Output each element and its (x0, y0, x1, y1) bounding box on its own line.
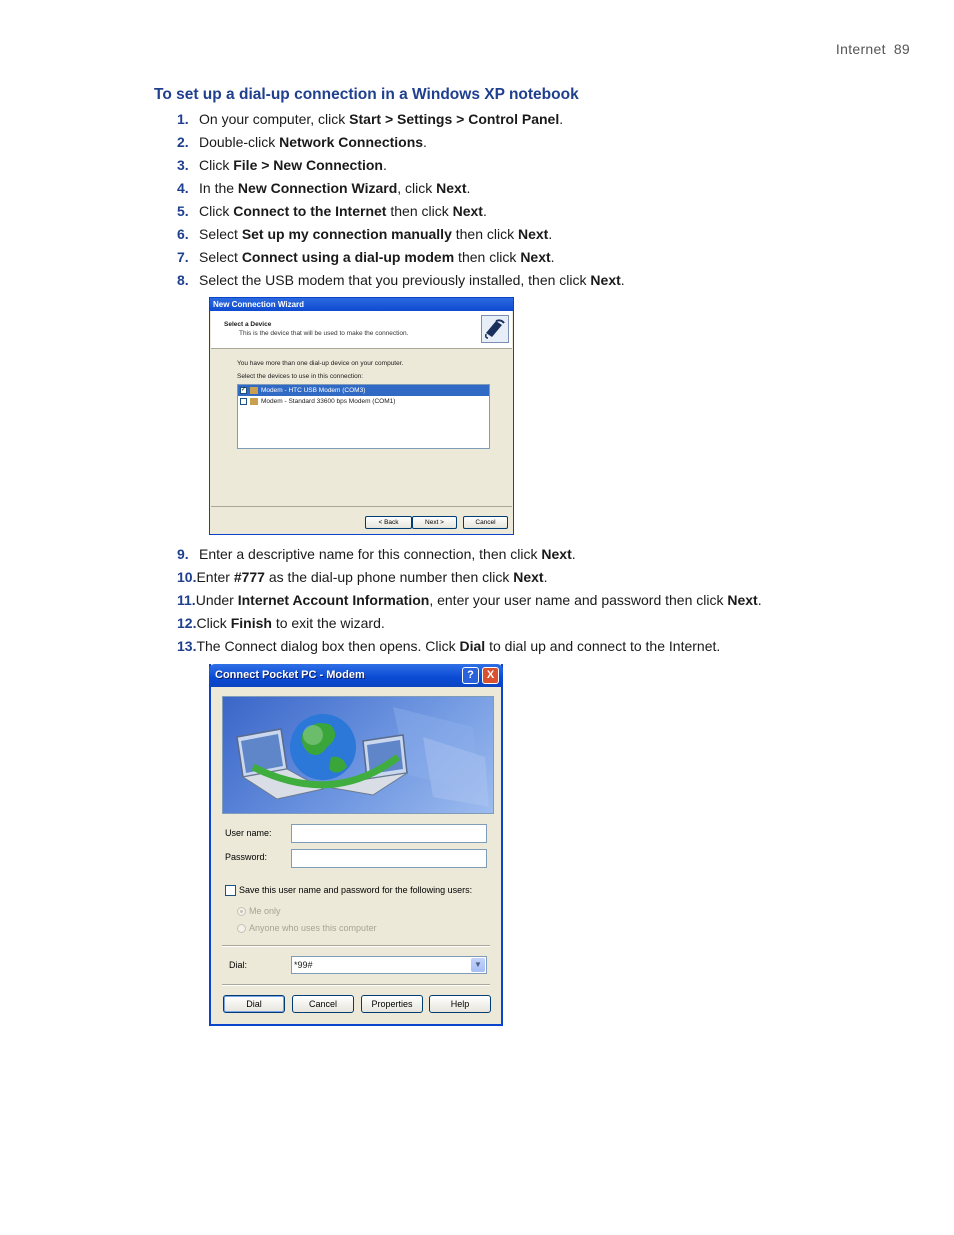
save-credentials-option[interactable] (225, 885, 472, 896)
connect-dialog (209, 664, 503, 1026)
step-number: 10. (177, 569, 197, 585)
device-label: Modem - Standard 33600 bps Modem (COM1) (261, 398, 396, 405)
username-label: User name: (225, 828, 272, 838)
step-text: Click (196, 615, 231, 631)
step-text: Double-click (199, 134, 280, 150)
step-number: 8. (177, 272, 189, 288)
phone-icon (481, 315, 509, 343)
step-number: 2. (177, 134, 189, 150)
save-credentials-label: Save this user name and password for the following users: (239, 885, 473, 895)
step-bold: Internet Account Information (237, 592, 430, 608)
step-bold: Network Connections (279, 134, 424, 150)
step-text: . (543, 569, 548, 585)
step-bold: Next (727, 592, 758, 608)
new-connection-wizard (209, 297, 514, 535)
step-item (177, 637, 877, 660)
step-text: . (757, 592, 762, 608)
wizard-prompt-1: You have more than one dial-up device on your computer. (237, 360, 404, 367)
step-number: 3. (177, 157, 189, 173)
step-item (177, 271, 877, 294)
help-button[interactable]: Help (429, 995, 491, 1013)
step-item (177, 545, 877, 568)
step-number: 13. (177, 638, 197, 654)
wizard-subheading: This is the device that will be used to make the connection. (239, 330, 409, 337)
procedure-title: To set up a dial-up connection in a Windows XP notebook (154, 86, 579, 103)
device-label: Modem - HTC USB Modem (COM3) (261, 387, 366, 394)
step-bold: Next (436, 180, 467, 196)
steps-list-b (177, 545, 877, 660)
step-number: 7. (177, 249, 189, 265)
step-text: . (423, 134, 427, 150)
step-text: then click (454, 249, 521, 265)
step-text: , click (397, 180, 437, 196)
step-bold: File > New Connection (233, 157, 383, 173)
step-text: to dial up and connect to the Internet. (485, 638, 721, 654)
step-item (177, 202, 877, 225)
step-bold: Next (541, 546, 572, 562)
step-text: Enter (196, 569, 234, 585)
step-bold: Next (590, 272, 621, 288)
dial-button[interactable]: Dial (223, 995, 285, 1013)
wizard-separator (211, 506, 512, 507)
step-bold: Set up my connection manually (241, 226, 452, 242)
step-text: . (559, 111, 564, 127)
username-input[interactable] (291, 824, 487, 843)
wizard-heading: Select a Device (224, 321, 272, 328)
step-text: as the dial-up phone number then click (264, 569, 514, 585)
connection-banner (222, 696, 494, 814)
wizard-prompt-2: Select the devices to use in this connection: (237, 373, 364, 380)
step-text: Enter a descriptive name for this connection, then click (199, 546, 542, 562)
device-checkbox[interactable]: ✓ (241, 386, 247, 393)
step-text: . (466, 180, 471, 196)
wizard-header (211, 311, 512, 349)
step-text: Select (199, 249, 242, 265)
step-number: 11. (177, 592, 196, 608)
step-number: 9. (177, 546, 189, 562)
password-label: Password: (225, 852, 268, 862)
step-bold: Connect to the Internet (233, 203, 387, 219)
me-only-radio (237, 907, 246, 916)
step-text: . (620, 272, 625, 288)
step-text: . (550, 249, 555, 265)
step-text: In the (199, 180, 238, 196)
step-bold: #777 (233, 569, 265, 585)
anyone-label: Anyone who uses this computer (249, 923, 377, 933)
cancel-button[interactable]: Cancel (463, 516, 508, 529)
step-bold: Dial (459, 638, 486, 654)
step-text: . (482, 203, 487, 219)
anyone-radio (237, 924, 246, 933)
back-button[interactable]: < Back (365, 516, 412, 529)
password-input[interactable] (291, 849, 487, 868)
step-number: 12. (177, 615, 197, 631)
page-number: 89 (893, 41, 910, 57)
step-bold: Next (452, 203, 483, 219)
device-checkbox[interactable] (240, 398, 247, 405)
divider (222, 984, 490, 986)
properties-button[interactable]: Properties (361, 995, 423, 1013)
wizard-titlebar: New Connection Wizard (210, 298, 513, 311)
step-text: The Connect dialog box then opens. Click (196, 638, 460, 654)
step-bold: Next (518, 226, 549, 242)
step-text: Click (199, 157, 234, 173)
step-bold: Start > Settings > Control Panel (349, 111, 560, 127)
step-item (177, 225, 877, 248)
anyone-option (237, 923, 377, 933)
step-number: 4. (177, 180, 189, 196)
modem-icon (250, 398, 258, 405)
step-item (177, 591, 877, 614)
step-bold: New Connection Wizard (237, 180, 398, 196)
me-only-label: Me only (249, 906, 281, 916)
step-bold: Next (513, 569, 544, 585)
step-number: 6. (177, 226, 189, 242)
step-item (177, 179, 877, 202)
step-item (177, 614, 877, 637)
step-text: to exit the wizard. (271, 615, 385, 631)
next-button[interactable]: Next > (412, 516, 457, 529)
dial-number-select[interactable] (291, 956, 487, 974)
steps-list-a (177, 110, 877, 294)
modem-icon (250, 387, 258, 394)
step-text: then click (386, 203, 453, 219)
step-text: . (571, 546, 576, 562)
step-text: Under (195, 592, 238, 608)
me-only-option (237, 906, 281, 916)
dialog-titlebar (209, 664, 503, 687)
device-item[interactable] (238, 385, 489, 396)
cancel-button[interactable]: Cancel (292, 995, 354, 1013)
step-bold: Connect using a dial-up modem (241, 249, 455, 265)
chevron-down-icon[interactable]: ▼ (471, 958, 485, 972)
step-item (177, 156, 877, 179)
step-text: then click (451, 226, 518, 242)
step-number: 5. (177, 203, 189, 219)
dial-label: Dial: (229, 960, 248, 970)
close-icon[interactable]: X (482, 667, 499, 684)
step-text: . (548, 226, 553, 242)
running-header (836, 41, 910, 57)
step-bold: Finish (230, 615, 272, 631)
step-text: Select the USB modem that you previously installed, then click (199, 272, 591, 288)
step-text: , enter your user name and password then click (429, 592, 728, 608)
step-text: Click (199, 203, 234, 219)
step-bold: Next (520, 249, 551, 265)
step-text: . (382, 157, 387, 173)
dial-number-value: *99# (294, 960, 313, 970)
step-item (177, 110, 877, 133)
save-credentials-checkbox[interactable] (225, 885, 236, 896)
step-item (177, 248, 877, 271)
help-icon[interactable]: ? (462, 667, 479, 684)
step-item (177, 568, 877, 591)
divider (222, 945, 490, 947)
step-text: On your computer, click (199, 111, 350, 127)
step-number: 1. (177, 111, 189, 127)
device-item[interactable] (238, 396, 489, 407)
step-item (177, 133, 877, 156)
dialog-title: Connect Pocket PC - Modem (215, 669, 365, 681)
section-name: Internet (835, 41, 886, 57)
device-list[interactable] (237, 384, 490, 449)
step-text: Select (199, 226, 242, 242)
